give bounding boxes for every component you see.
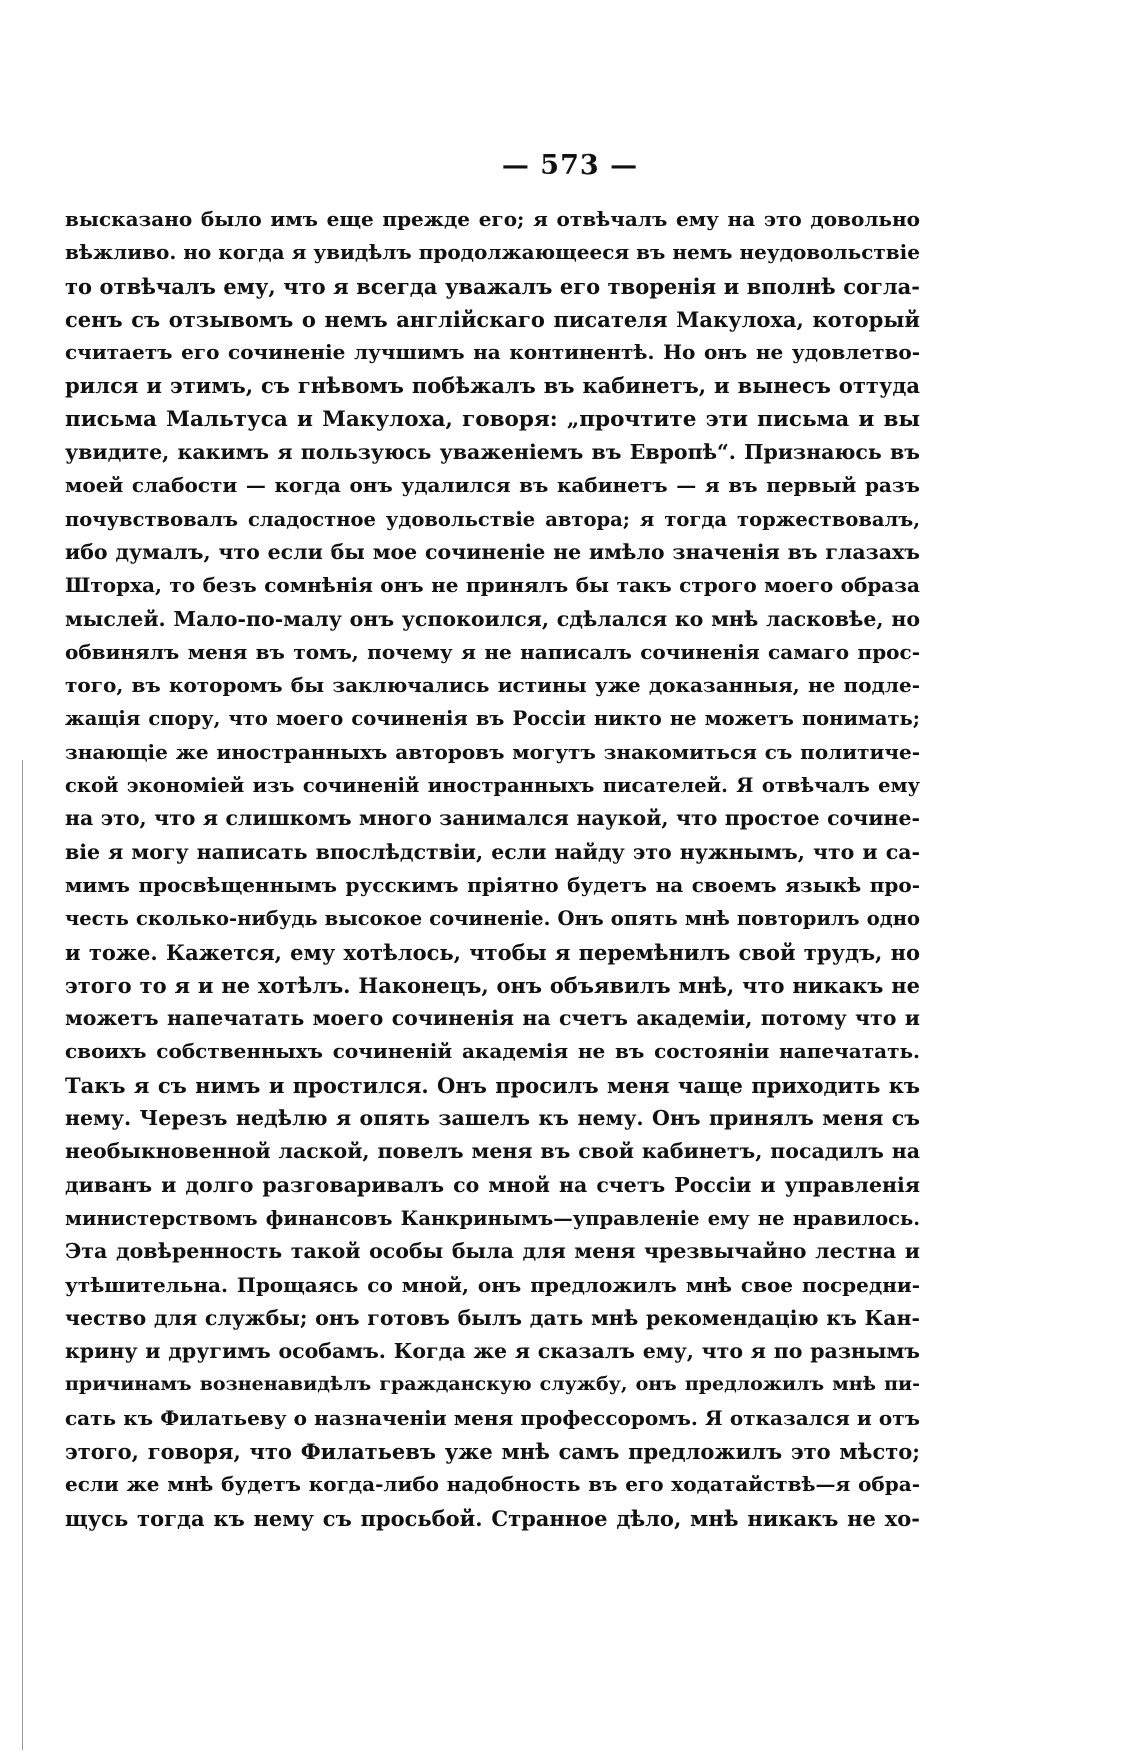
text-line: ской экономіей изъ сочиненій иностранныхъ писателей. Я отвѣчалъ ему	[65, 774, 920, 798]
text-line: мыслей. Мало-по-малу онъ успокоился, сдѣлался ко мнѣ ласковѣе, но	[65, 606, 920, 631]
text-line: мимъ просвѣщеннымъ русскимъ пріятно будетъ на своемъ языкѣ про-	[65, 872, 920, 897]
text-line: Такъ я съ нимъ и простился. Онъ просилъ меня чаще приходить къ	[65, 1072, 920, 1098]
text-line: министерствомъ финансовъ Канкринымъ—управленіе ему не нравилось.	[65, 1206, 920, 1230]
text-line: причинамъ возненавидѣлъ гражданскую службу, онъ предложилъ мнѣ пи-	[65, 1373, 920, 1396]
text-line: обвинялъ меня въ томъ, почему я не написалъ сочиненія самаго прос-	[65, 639, 920, 664]
text-line: крину и другимъ особамъ. Когда же я сказалъ ему, что я по разнымъ	[65, 1339, 920, 1364]
text-line: чество для службы; онъ готовъ былъ дать мнѣ рекомендацію къ Кан-	[65, 1305, 920, 1330]
text-line: моей слабости — когда онъ удалился въ кабинетъ — я въ первый разъ	[65, 473, 920, 498]
text-line: сать къ Филатьеву о назначеніи меня профессоромъ. Я отказался и отъ	[65, 1405, 920, 1430]
text-line: утѣшительна. Прощаясь со мной, онъ предложилъ мнѣ свое посредни-	[65, 1272, 920, 1297]
text-line: знающіе же иностранныхъ авторовъ могутъ знакомиться съ политиче-	[65, 739, 920, 764]
text-line: віе я могу написать впослѣдствіи, если найду это нужнымъ, что и са-	[65, 839, 920, 864]
text-line: Шторха, то безъ сомнѣнія онъ не принялъ бы такъ строго моего образа	[65, 573, 920, 598]
text-line: письма Мальтуса и Макулоха, говоря: „прочтите эти письма и вы	[65, 406, 920, 432]
text-line: если же мнѣ будетъ когда-либо надобность въ его ходатайствѣ—я обра-	[65, 1472, 920, 1497]
text-line: своихъ собственныхъ сочиненій академія не въ состояніи напечатать.	[65, 1039, 920, 1064]
text-line: щусь тогда къ нему съ просьбой. Странное дѣло, мнѣ никакъ не хо-	[65, 1505, 920, 1531]
text-line: вѣжливо. но когда я увидѣлъ продолжающееся въ немъ неудовольствіе	[65, 240, 920, 265]
text-line: высказано было имъ еще прежде его; я отвѣчалъ ему на это довольно	[65, 207, 920, 231]
text-line: и тоже. Кажется, ему хотѣлось, чтобы я перемѣнилъ свой трудъ, но	[65, 939, 920, 965]
text-line: диванъ и долго разговаривалъ со мной на счетъ Россіи и управленія	[65, 1172, 920, 1197]
body-text	[65, 203, 920, 1535]
text-line: на это, что я слишкомъ много занимался наукой, что простое сочине-	[65, 806, 920, 831]
text-line: этого, говоря, что Филатьевъ уже мнѣ самъ предложилъ это мѣсто;	[65, 1438, 920, 1464]
text-line: необыкновенной лаской, повелъ меня въ свой кабинетъ, посадилъ на	[65, 1139, 920, 1164]
text-line: можетъ напечатать моего сочиненія на счетъ академіи, потому что и	[65, 1006, 920, 1031]
text-line: то отвѣчалъ ему, что я всегда уважалъ его творенія и вполнѣ согла-	[65, 273, 920, 299]
text-line: Эта довѣренность такой особы была для меня чрезвычайно лестна и	[65, 1239, 920, 1264]
text-line: сенъ съ отзывомъ о немъ англійскаго писателя Макулоха, который	[65, 306, 920, 332]
text-line: считаетъ его сочиненіе лучшимъ на континентѣ. Но онъ не удовлетво-	[65, 340, 920, 365]
text-line: ибо думалъ, что если бы мое сочиненіе не имѣло значенія въ глазахъ	[65, 539, 920, 564]
text-line: жащія спору, что моего сочиненія въ Россіи никто не можетъ понимать;	[65, 707, 920, 731]
page-number: — 573 —	[501, 150, 639, 181]
text-line: рился и этимъ, съ гнѣвомъ побѣжалъ въ кабинетъ, и вынесъ оттуда	[65, 373, 920, 399]
text-line: нему. Черезъ недѣлю я опять зашелъ къ нему. Онъ принялъ меня съ	[65, 1106, 920, 1131]
text-line: этого то я и не хотѣлъ. Наконецъ, онъ объявилъ мнѣ, что никакъ не	[65, 972, 920, 998]
text-line: честь сколько-нибудь высокое сочиненіе. Онъ опять мнѣ повторилъ одно	[65, 907, 920, 931]
binding-edge-line	[22, 760, 23, 1750]
text-line: почувствовалъ сладостное удовольствіе автора; я тогда торжествовалъ,	[65, 507, 920, 531]
text-line: увидите, какимъ я пользуюсь уваженіемъ въ Европѣ“. Признаюсь въ	[65, 440, 920, 465]
text-line: того, въ которомъ бы заключались истины уже доказанныя, не подле-	[65, 673, 920, 698]
